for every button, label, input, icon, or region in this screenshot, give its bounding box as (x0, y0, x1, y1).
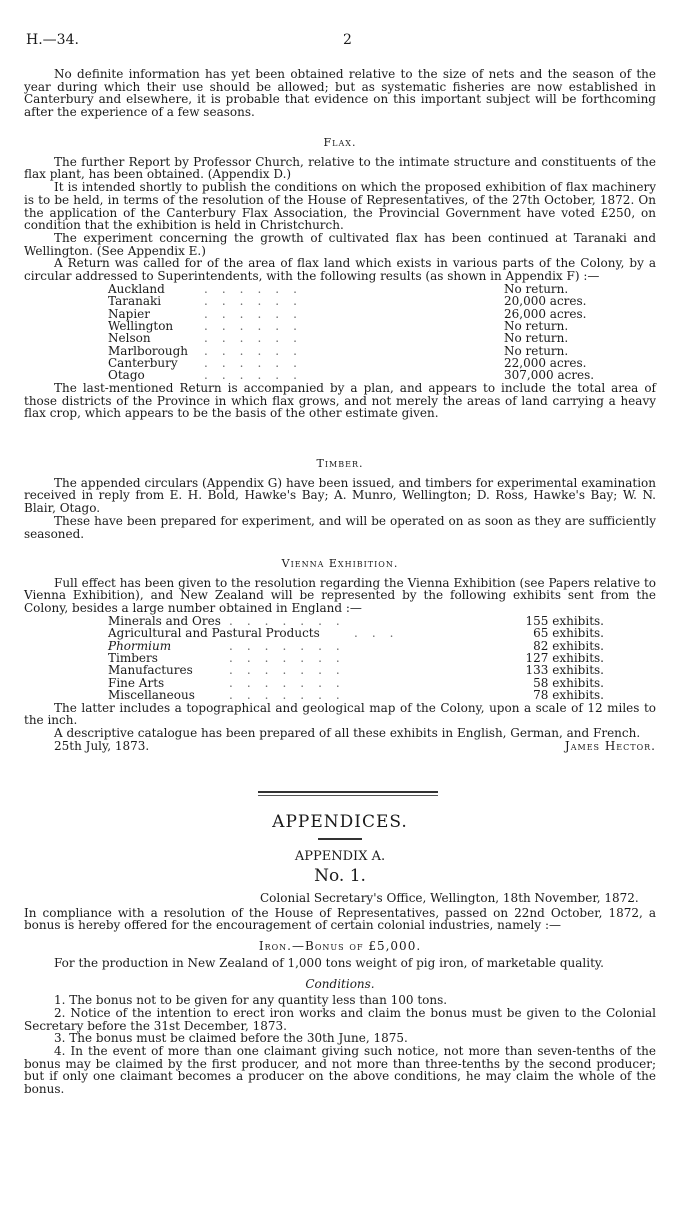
table-row: Napier ...... 26,000 acres. (108, 306, 587, 321)
vienna-heading: Vienna Exhibition. (281, 557, 399, 570)
flax-paragraph-4: A Return was called for of the area of flax land which exists in various parts of the Colony, by a circular addressed to Superintendents, with the following results (as shown in Appendix F) :— (24, 256, 656, 284)
table-row: Nelson ...... No return. (108, 331, 569, 346)
title-underline (318, 838, 362, 840)
appendix-a-heading: APPENDIX A. (294, 849, 386, 864)
intro-section (24, 68, 656, 119)
timber-paragraph-2: These have been prepared for experiment, and will be operated on as soon as they are sufficiently seasoned. (24, 513, 656, 541)
vienna-section (24, 558, 656, 752)
flax-section (24, 137, 656, 420)
iron-paragraph: For the production in New Zealand of 1,000 tons weight of pig iron, of marketable quality. (54, 955, 604, 970)
section-divider (258, 791, 438, 793)
table-row: Timbers ....... 127 exhibits. (108, 650, 604, 665)
timber-heading: Timber. (316, 457, 364, 470)
flax-paragraph-2: It is intended shortly to publish the conditions on which the proposed exhibition of flax machinery is to be held, in terms of the resolution of the House of Representatives, of the 27th October, 1872. On the application of the Canterbury Flax Association, the Provincial Government have voted £250, on condition that the exhibition is held in Christchurch. (24, 180, 656, 233)
section-divider-thin (258, 795, 438, 796)
table-row: Otago ...... 307,000 acres. (108, 368, 595, 383)
appendix-number: No. 1. (314, 866, 366, 886)
vienna-paragraph-1: Full effect has been given to the resolution regarding the Vienna Exhibition (see Papers relative to Vienna Exhibition), and New Zealand will be represented by the following exhibits sent from the Colony, besides a large number obtained in England :— (24, 575, 656, 616)
conditions-heading: Conditions. (305, 976, 375, 991)
table-row: Wellington ...... No return. (108, 318, 569, 333)
vienna-paragraph-3: A descriptive catalogue has been prepared of all these exhibits in English, German, and French. (54, 725, 641, 740)
table-row: Miscellaneous ....... 78 exhibits. (108, 688, 604, 703)
table-row: Canterbury ...... 22,000 acres. (108, 356, 587, 371)
table-row: Phormium ....... 82 exhibits. (108, 638, 604, 653)
condition-2: 2. Notice of the intention to erect iron works and claim the bonus must be given to the Colonial Secretary before the 31st December, 1873. (24, 1005, 656, 1033)
report-date: 25th July, 1873. (54, 738, 150, 753)
condition-1: 1. The bonus not to be given for any quantity less than 100 tons. (54, 993, 448, 1008)
timber-section (24, 458, 656, 540)
signature: James Hector. (564, 738, 656, 753)
intro-paragraph: No definite information has yet been obtained relative to the size of nets and the season of the year during which their use should be allowed; but as systematic fisheries are now established in Canterbury and elsewhere, it is probable that evidence on this important subject will be forthcoming after the experience of a few seasons. (24, 67, 656, 120)
table-row: Taranaki ...... 20,000 acres. (108, 294, 587, 309)
vienna-paragraph-2: The latter includes a topographical and geological map of the Colony, upon a scale of 12 miles to the inch. (24, 700, 656, 728)
appendix-paragraph-1: In compliance with a resolution of the House of Representatives, passed on 22nd October, 1872, a bonus is hereby offered for the encouragement of certain colonial industries, namely :— (24, 905, 656, 933)
table-row: Fine Arts ....... 58 exhibits. (108, 675, 604, 690)
page-number: 2 (343, 32, 352, 48)
flax-area-table (24, 283, 656, 382)
condition-3: 3. The bonus must be claimed before the 30th June, 1875. (54, 1031, 408, 1046)
table-row: Marlborough ...... No return. (108, 343, 569, 358)
appendices-title: APPENDICES. (272, 812, 408, 832)
timber-paragraph-1: The appended circulars (Appendix G) have been issued, and timbers for experimental examination received in reply from E. H. Bold, Hawke's Bay; A. Munro, Wellington; D. Ross, Hawke's Bay; W. N. Blair, Otago. (24, 475, 656, 516)
flax-heading: Flax. (323, 136, 357, 149)
office-line: Colonial Secretary's Office, Wellington, 18th November, 1872. (260, 891, 639, 905)
page-reference: H.—34. (26, 32, 79, 48)
signature-line (24, 740, 656, 752)
table-row: Agricultural and Pastural Products ... 65 exhibits. (108, 626, 604, 641)
flax-paragraph-3: The experiment concerning the growth of cultivated flax has been continued at Taranaki and Wellington. (See Appendix E.) (24, 230, 656, 258)
iron-heading: Iron.—Bonus of £5,000. (258, 939, 422, 954)
table-row: Minerals and Ores ....... 155 exhibits. (108, 613, 604, 628)
table-row: Auckland ...... No return. (108, 281, 569, 296)
flax-paragraph-1: The further Report by Professor Church, relative to the intimate structure and constituents of the flax plant, has been obtained. (Appendix D.) (24, 154, 656, 182)
appendices-section (24, 812, 656, 1096)
flax-paragraph-5: The last-mentioned Return is accompanied by a plan, and appears to include the total area of those districts of the Province in which flax grows, and not merely the areas of land carrying a heavy flax crop, which appears to be the basis of the other estimate given. (24, 380, 656, 421)
exhibits-table (24, 615, 656, 702)
condition-4: 4. In the event of more than one claimant giving such notice, not more than seven-tenths of the bonus may be claimed by the first producer, and not more than three-tenths by the second producer; but if only one claimant becomes a producer on the above conditions, he may claim the whole of the bonus. (24, 1044, 656, 1097)
table-row: Manufactures ....... 133 exhibits. (108, 663, 604, 678)
